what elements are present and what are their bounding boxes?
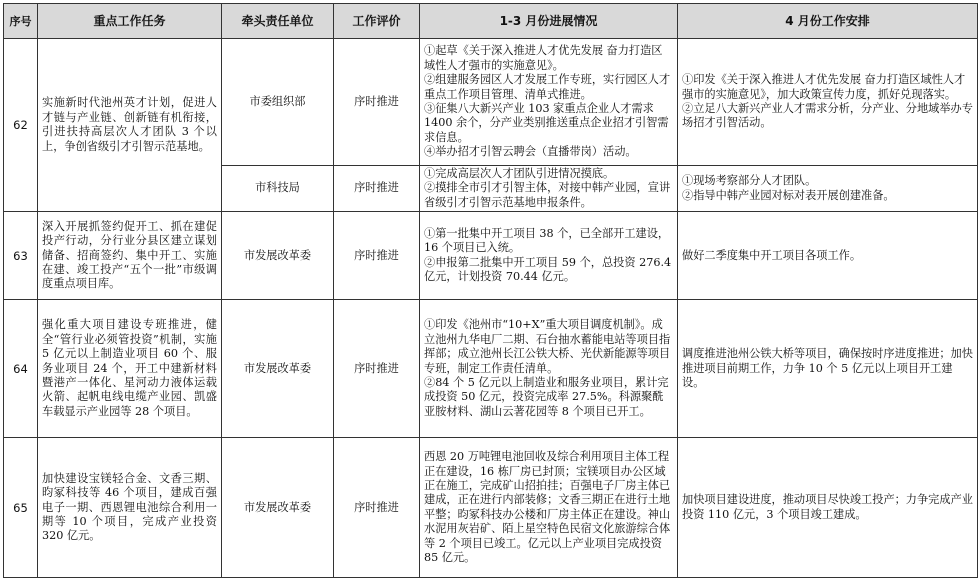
row-progress: ①完成高层次人才团队引进情况摸底。 ②摸排全市引才引智主体，对接中韩产业园，宣讲省级引才引智示范基地申报条件。 bbox=[420, 166, 678, 212]
header-progress: 1-3 月份进展情况 bbox=[420, 4, 678, 39]
row-unit: 市发展改革委 bbox=[222, 212, 334, 300]
row-progress: 西恩 20 万吨锂电池回收及综合利用项目主体工程正在建设，16 栋厂房已封顶；宝镁项目办公区域正在施工，完成矿山招拍挂；百强电子厂房主体已建成，正在进行内部装修；文香三期正在进行土地平整；昀冢科技办公楼和厂房主体正在建设。神山水泥用灰岩矿、陌上星空特色民宿文化旅游综合体等 2 个项目已竣工。亿元以上产业项目完成投资 85 亿元。 bbox=[420, 438, 678, 578]
row-evaluation: 序时推进 bbox=[334, 300, 420, 438]
row-progress: ①印发《池州市“10+X”重大项目调度机制》。成立池州九华电厂二期、石台抽水蓄能电站等项目指挥部；成立池州长江公铁大桥、光伏新能源等项目专班，制定工作责任清单。 ②84 个 5 亿元以上制造业和服务业项目，累计完成投资 50 亿元，投资完成率 27.5%。科源聚酰亚胺材料、湖山云著花园等 8 个项目已开工。 bbox=[420, 300, 678, 438]
row-task: 实施新时代池州英才计划，促进人才链与产业链、创新链有机衔接，引进扶持高层次人才团队 3 个以上，争创省级引才引智示范基地。 bbox=[38, 39, 222, 212]
row-index: 65 bbox=[4, 438, 38, 578]
row-evaluation: 序时推进 bbox=[334, 212, 420, 300]
row-unit: 市科技局 bbox=[222, 166, 334, 212]
row-evaluation: 序时推进 bbox=[334, 166, 420, 212]
table-row-62 bbox=[4, 39, 978, 166]
row-plan: 做好二季度集中开工项目各项工作。 bbox=[678, 212, 978, 300]
row-plan: 调度推进池州公铁大桥等项目，确保按时序进度推进；加快推进项目前期工作，力争 10 个 5 亿元以上项目开工建设。 bbox=[678, 300, 978, 438]
row-progress: ①起草《关于深入推进人才优先发展 奋力打造区域性人才强市的实施意见》。 ②组建服务园区人才发展工作专班，实行园区人才重点工作项目管理、清单式推进。 ③征集八大新兴产业 103 家重点企业人才需求 1400 余个，分产业类别推送重点企业招才引智需求信息。 ④举办招才引智云聘会（直播带岗）活动。 bbox=[420, 39, 678, 166]
row-index: 62 bbox=[4, 39, 38, 212]
row-plan: 加快项目建设进度，推动项目尽快竣工投产；力争完成产业投资 110 亿元，3 个项目竣工建成。 bbox=[678, 438, 978, 578]
header-index: 序号 bbox=[4, 4, 38, 39]
header-task: 重点工作任务 bbox=[38, 4, 222, 39]
row-unit: 市发展改革委 bbox=[222, 300, 334, 438]
header-row bbox=[4, 4, 978, 39]
header-plan: 4 月份工作安排 bbox=[678, 4, 978, 39]
row-index: 64 bbox=[4, 300, 38, 438]
header-evaluation: 工作评价 bbox=[334, 4, 420, 39]
row-evaluation: 序时推进 bbox=[334, 39, 420, 166]
row-evaluation: 序时推进 bbox=[334, 438, 420, 578]
row-task: 深入开展抓签约促开工、抓在建促投产行动，分行业分县区建立谋划储备、招商签约、集中开工、实施在建、竣工投产“五个一批”市级调度重点项目库。 bbox=[38, 212, 222, 300]
table-row-64 bbox=[4, 300, 978, 438]
table-row-63 bbox=[4, 212, 978, 300]
row-unit: 市委组织部 bbox=[222, 39, 334, 166]
row-task: 加快建设宝镁轻合金、文香三期、昀冢科技等 46 个项目，建成百强电子一期、西恩锂电池综合利用一期等 10 个项目，完成产业投资 320 亿元。 bbox=[38, 438, 222, 578]
header-unit: 牵头责任单位 bbox=[222, 4, 334, 39]
table-row-65 bbox=[4, 438, 978, 578]
row-task: 强化重大项目建设专班推进，健全“管行业必须管投资”机制，实施 5 亿元以上制造业项目 60 个、服务业项目 24 个，开工中建新材料暨港产一体化、星河动力液体运载火箭、起帆电线电缆产业园、凯盛车载显示产业园等 28 个项目。 bbox=[38, 300, 222, 438]
key-tasks-table bbox=[3, 3, 978, 578]
row-progress: ①第一批集中开工项目 38 个，已全部开工建设，16 个项目已入统。 ②申报第二批集中开工项目 59 个，总投资 276.4 亿元，计划投资 70.44 亿元。 bbox=[420, 212, 678, 300]
row-unit: 市发展改革委 bbox=[222, 438, 334, 578]
row-index: 63 bbox=[4, 212, 38, 300]
row-plan: ①印发《关于深入推进人才优先发展 奋力打造区域性人才强市的实施意见》，加大政策宣传力度，抓好兑现落实。 ②立足八大新兴产业人才需求分析，分产业、分地域举办专场招才引智活动。 bbox=[678, 39, 978, 166]
row-plan: ①现场考察部分人才团队。 ②指导中韩产业园对标对表开展创建准备。 bbox=[678, 166, 978, 212]
